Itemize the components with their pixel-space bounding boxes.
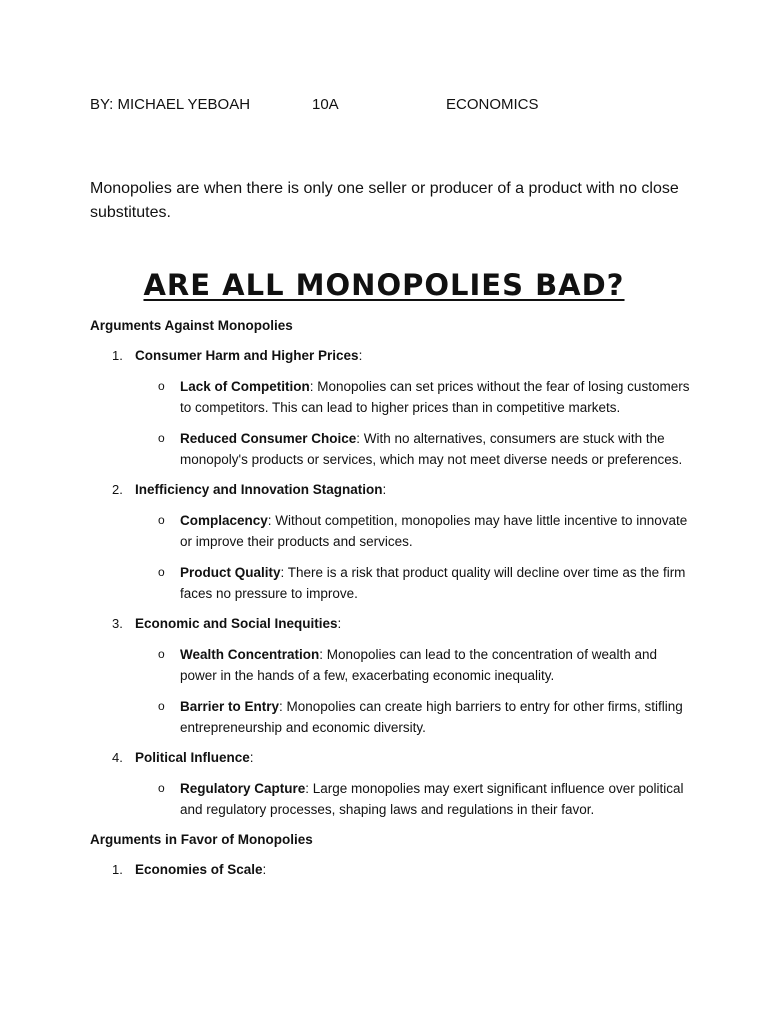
point-colon: : [382,482,387,497]
byline [90,95,690,115]
point-heading [112,346,690,366]
point-number: 1. [112,348,123,363]
point-heading [112,748,690,768]
bullet-marker: o [158,781,165,795]
sub-term: Lack of Competition [180,379,310,394]
point-title: Inefficiency and Innovation Stagnation [135,482,383,497]
author-name: BY: MICHAEL YEBOAH [90,96,251,113]
list-item [90,748,690,820]
point-colon: : [358,348,363,363]
section-heading-against: Arguments Against Monopolies [90,318,293,333]
sub-text: : With no alternatives, consumers are stuck with the monopoly's products or services, which may not meet diverse needs or preferences. [180,431,683,467]
point-heading [112,614,690,634]
list-item [90,614,690,738]
sub-points-list [135,376,690,470]
sub-text: : Large monopolies may exert significant influence over political and regulatory processes, shaping laws and regulations in their favor. [180,781,684,817]
sub-term: Product Quality [180,565,281,580]
point-colon: : [249,750,254,765]
bullet-marker: o [158,647,165,661]
bullet-marker: o [158,513,165,527]
sub-list-item [135,428,690,470]
sub-list-item [135,562,690,604]
page-title-text: ARE ALL MONOPOLIES BAD? [143,268,625,302]
sub-points-list [135,778,690,820]
point-heading [112,480,690,500]
sub-points-list [135,510,690,604]
point-number: 2. [112,482,123,497]
sub-term: Barrier to Entry [180,699,280,714]
section-heading-favor: Arguments in Favor of Monopolies [90,832,313,847]
point-number: 1. [112,862,123,877]
sub-term: Wealth Concentration [180,647,320,662]
sub-list-item [135,778,690,820]
against-points-list [90,346,690,820]
point-colon: : [337,616,342,631]
list-item [90,480,690,604]
sub-term: Regulatory Capture [180,781,306,796]
list-item [90,346,690,470]
sub-term: Complacency [180,513,268,528]
sub-text: : Monopolies can set prices without the fear of losing customers to competitors. This can lead to higher prices than in competitive markets. [180,379,690,415]
document-body [90,316,690,890]
sub-text: : Monopolies can create high barriers to entry for other firms, stifling entrepreneurship and economic diversity. [180,699,683,735]
point-heading [112,860,690,880]
definition-paragraph: Monopolies are when there is only one seller or producer of a product with no close substitutes. [90,180,679,221]
favor-points-list [90,860,690,880]
bullet-marker: o [158,699,165,713]
sub-points-list [135,644,690,738]
point-number: 4. [112,750,123,765]
sub-text: : Monopolies can lead to the concentration of wealth and power in the hands of a few, exacerbating economic inequality. [180,647,657,683]
point-title: Political Influence [135,750,250,765]
point-title: Consumer Harm and Higher Prices [135,348,359,363]
grade-label: 10A [312,96,339,113]
sub-list-item [135,510,690,552]
sub-text: : There is a risk that product quality will decline over time as the firm faces no pressure to improve. [180,565,686,601]
bullet-marker: o [158,565,165,579]
subject-label: ECONOMICS [446,96,539,113]
sub-list-item [135,644,690,686]
list-item [90,860,690,880]
point-title: Economies of Scale [135,862,263,877]
sub-list-item [135,696,690,738]
point-number: 3. [112,616,123,631]
sub-list-item [135,376,690,418]
point-colon: : [262,862,267,877]
point-title: Economic and Social Inequities [135,616,338,631]
page-title [0,266,768,303]
sub-term: Reduced Consumer Choice [180,431,357,446]
bullet-marker: o [158,431,165,445]
bullet-marker: o [158,379,165,393]
sub-text: : Without competition, monopolies may have little incentive to innovate or improve their products and services. [180,513,688,549]
